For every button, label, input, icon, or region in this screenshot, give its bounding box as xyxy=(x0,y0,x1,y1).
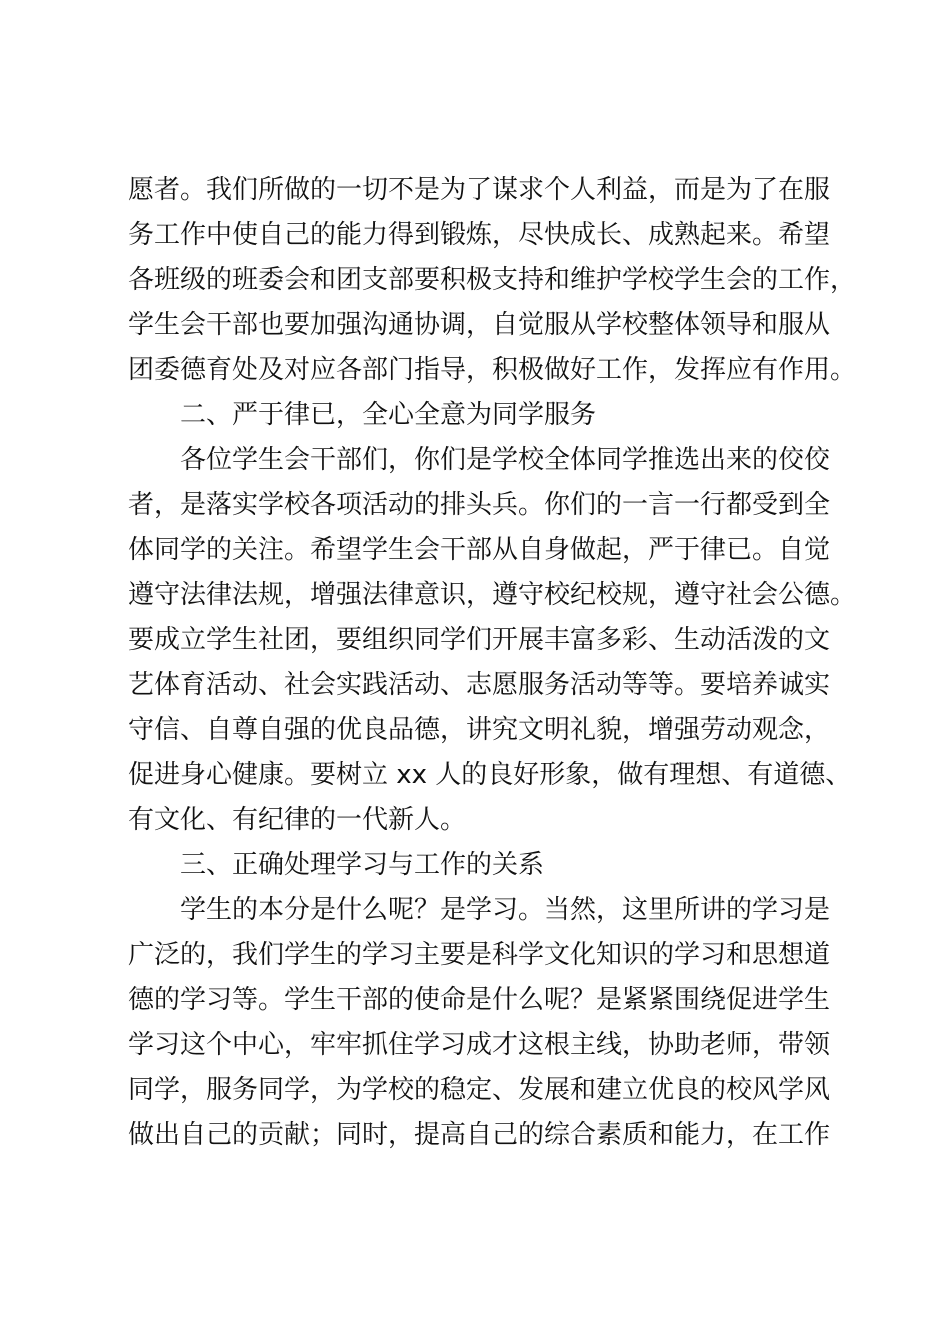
body-line: 团委德育处及对应各部门指导，积极做好工作，发挥应有作用。 xyxy=(128,355,857,385)
body-line: 同学，服务同学，为学校的稳定、发展和建立优良的校风学风 xyxy=(128,1075,831,1105)
body-line: 广泛的，我们学生的学习主要是科学文化知识的学习和思想道 xyxy=(128,940,831,970)
paragraph-start: 各位学生会干部们，你们是学校全体同学推选出来的佼佼 xyxy=(180,445,831,475)
section-heading-2: 二、严于律已，全心全意为同学服务 xyxy=(180,400,597,430)
body-line: 学生会干部也要加强沟通协调，自觉服从学校整体领导和服从 xyxy=(128,310,831,340)
body-line: 有文化、有纪律的一代新人。 xyxy=(128,805,467,835)
body-line: 德的学习等。学生干部的使命是什么呢？是紧紧围绕促进学生 xyxy=(128,985,831,1015)
section-heading-3: 三、正确处理学习与工作的关系 xyxy=(180,850,545,880)
body-line: 要成立学生社团，要组织同学们开展丰富多彩、生动活泼的文 xyxy=(128,625,831,655)
body-line: 愿者。我们所做的一切不是为了谋求个人利益，而是为了在服 xyxy=(128,175,831,205)
body-line: 促进身心健康。要树立 xx 人的良好形象，做有理想、有道德、 xyxy=(128,760,852,790)
document-body xyxy=(128,168,857,1158)
body-line: 遵守法律法规，增强法律意识，遵守校纪校规，遵守社会公德。 xyxy=(128,580,857,610)
paragraph-start: 学生的本分是什么呢？是学习。当然，这里所讲的学习是 xyxy=(180,895,831,925)
body-line: 务工作中使自己的能力得到锻炼，尽快成长、成熟起来。希望 xyxy=(128,220,831,250)
body-line: 者，是落实学校各项活动的排头兵。你们的一言一行都受到全 xyxy=(128,490,831,520)
body-line: 各班级的班委会和团支部要积极支持和维护学校学生会的工作， xyxy=(128,265,857,295)
body-line: 做出自己的贡献；同时，提高自己的综合素质和能力，在工作 xyxy=(128,1120,831,1150)
body-line: 守信、自尊自强的优良品德，讲究文明礼貌，增强劳动观念， xyxy=(128,715,831,745)
body-line: 学习这个中心，牢牢抓住学习成才这根主线，协助老师，带领 xyxy=(128,1030,831,1060)
body-line: 体同学的关注。希望学生会干部从自身做起，严于律已。自觉 xyxy=(128,535,831,565)
body-line: 艺体育活动、社会实践活动、志愿服务活动等等。要培养诚实 xyxy=(128,670,831,700)
